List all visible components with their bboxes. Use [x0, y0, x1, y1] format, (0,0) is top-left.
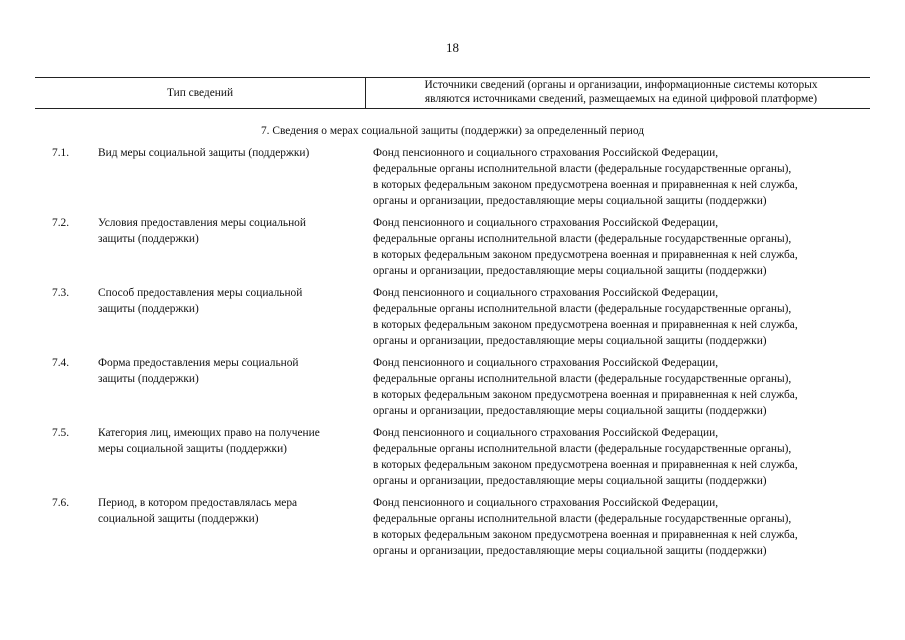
row-source-line: Фонд пенсионного и социального страхования Российской Федерации, [373, 497, 719, 509]
row-number: 7.6. [52, 497, 70, 509]
row-source-line: Фонд пенсионного и социального страхования Российской Федерации, [373, 217, 719, 229]
row-sources [373, 145, 873, 209]
row-source-line: федеральные органы исполнительной власти (федеральные государственные органы), [373, 443, 792, 455]
row-info-type [98, 145, 363, 161]
row-sources [373, 355, 873, 419]
row-source-line: в которых федеральным законом предусмотрена военная и приравненная к ней служба, [373, 529, 798, 541]
row-source-line: федеральные органы исполнительной власти (федеральные государственные органы), [373, 513, 792, 525]
row-number: 7.5. [52, 427, 70, 439]
header-sources-line-2: являются источниками сведений, размещаемых на единой цифровой платформе) [424, 93, 818, 105]
row-info-type-line-2: меры социальной защиты (поддержки) [98, 443, 287, 455]
row-info-type-line-2: защиты (поддержки) [98, 373, 199, 385]
row-source-line: в которых федеральным законом предусмотрена военная и приравненная к ней служба, [373, 389, 798, 401]
header-divider [365, 78, 366, 108]
row-source-line: федеральные органы исполнительной власти (федеральные государственные органы), [373, 163, 792, 175]
row-source-line: Фонд пенсионного и социального страхования Российской Федерации, [373, 427, 719, 439]
page-number: 18 [446, 40, 459, 55]
row-source-line: органы и организации, предоставляющие меры социальной защиты (поддержки) [373, 335, 767, 347]
header-column-type: Тип сведений [166, 87, 234, 99]
row-source-line: органы и организации, предоставляющие меры социальной защиты (поддержки) [373, 405, 767, 417]
section-title: 7. Сведения о мерах социальной защиты (поддержки) за определенный период [260, 125, 645, 137]
header-sources-line-1: Источники сведений (органы и организации, информационные системы которых [424, 79, 818, 91]
table-row [0, 285, 905, 355]
table-row [0, 145, 905, 215]
row-info-type [98, 355, 363, 387]
table-row [0, 495, 905, 565]
row-source-line: органы и организации, предоставляющие меры социальной защиты (поддержки) [373, 265, 767, 277]
row-number: 7.2. [52, 217, 70, 229]
row-source-line: в которых федеральным законом предусмотрена военная и приравненная к ней служба, [373, 319, 798, 331]
row-source-line: федеральные органы исполнительной власти (федеральные государственные органы), [373, 303, 792, 315]
row-info-type-line-2: защиты (поддержки) [98, 303, 199, 315]
row-source-line: в которых федеральным законом предусмотрена военная и приравненная к ней служба, [373, 249, 798, 261]
row-info-type [98, 495, 363, 527]
row-info-type-line-1: Вид меры социальной защиты (поддержки) [98, 147, 310, 159]
table-row [0, 215, 905, 285]
row-number: 7.3. [52, 287, 70, 299]
row-sources [373, 495, 873, 559]
row-source-line: Фонд пенсионного и социального страхования Российской Федерации, [373, 287, 719, 299]
row-info-type [98, 215, 363, 247]
row-info-type-line-1: Форма предоставления меры социальной [98, 357, 299, 369]
row-info-type [98, 425, 363, 457]
row-source-line: органы и организации, предоставляющие меры социальной защиты (поддержки) [373, 475, 767, 487]
row-sources [373, 425, 873, 489]
table-row [0, 425, 905, 495]
header-column-sources [371, 78, 871, 106]
row-info-type-line-2: социальной защиты (поддержки) [98, 513, 259, 525]
row-info-type [98, 285, 363, 317]
table-header [35, 77, 870, 109]
row-source-line: федеральные органы исполнительной власти (федеральные государственные органы), [373, 373, 792, 385]
row-source-line: органы и организации, предоставляющие меры социальной защиты (поддержки) [373, 195, 767, 207]
row-info-type-line-1: Период, в котором предоставлялась мера [98, 497, 298, 509]
table-row [0, 355, 905, 425]
row-source-line: органы и организации, предоставляющие меры социальной защиты (поддержки) [373, 545, 767, 557]
row-source-line: федеральные органы исполнительной власти (федеральные государственные органы), [373, 233, 792, 245]
row-info-type-line-1: Способ предоставления меры социальной [98, 287, 303, 299]
row-info-type-line-1: Категория лиц, имеющих право на получение [98, 427, 320, 439]
row-source-line: в которых федеральным законом предусмотрена военная и приравненная к ней служба, [373, 179, 798, 191]
row-number: 7.1. [52, 147, 70, 159]
row-sources [373, 285, 873, 349]
row-source-line: Фонд пенсионного и социального страхования Российской Федерации, [373, 357, 719, 369]
row-info-type-line-2: защиты (поддержки) [98, 233, 199, 245]
row-info-type-line-1: Условия предоставления меры социальной [98, 217, 306, 229]
row-number: 7.4. [52, 357, 70, 369]
row-source-line: Фонд пенсионного и социального страхования Российской Федерации, [373, 147, 719, 159]
row-source-line: в которых федеральным законом предусмотрена военная и приравненная к ней служба, [373, 459, 798, 471]
table-body [0, 145, 905, 565]
row-sources [373, 215, 873, 279]
